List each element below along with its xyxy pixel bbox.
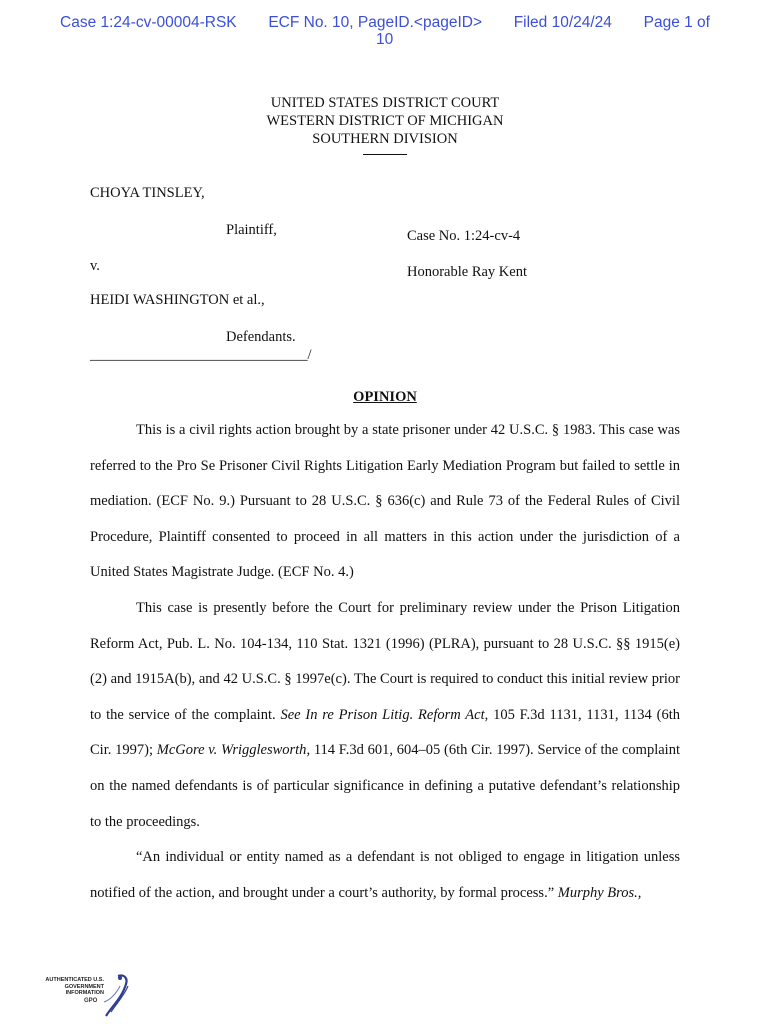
stamp-page-total: 10 [376,31,394,48]
opinion-body [90,413,680,911]
citation-prison-litig: See In re Prison Litig. Reform Act [280,706,485,723]
stamp-filed-date: Filed 10/24/24 [513,14,612,31]
versus: v. [90,258,100,274]
defendant-role: Defendants. [226,329,296,345]
judge-name: Honorable Ray Kent [407,264,527,280]
defendant-name: HEIDI WASHINGTON et al., [90,292,265,308]
paragraph-3: “An individual or entity named as a defendant is not obliged to engage in litigation unless notified of the action, and brought under a court’s authority, by formal process.” Murphy Bros., [90,849,680,901]
stamp-page-count: Page 1 of [643,14,710,31]
gpo-authentication-seal [44,972,134,1018]
stamp-case-number: Case 1:24-cv-00004-RSK [60,14,237,31]
court-name: UNITED STATES DISTRICT COURT [270,95,500,111]
plaintiff-name: CHOYA TINSLEY, [90,185,205,201]
stamp-ecf-pageid: ECF No. 10, PageID.<pageID> [268,14,482,31]
header-rule [363,154,407,155]
opinion-heading: OPINION [353,389,417,405]
paragraph-2: This case is presently before the Court for preliminary review under the Prison Litigation Reform Act, Pub. L. No. 104-134, 110 Stat. 1321 (1996) (PLRA), pursuant to 28 U.S.C. §§ 1915(e)(2) and 1915A(b), and 42 U.S.C. § 1997e(c). The Court is required to conduct this initial review prior to the service of the complaint. See In re Prison Litig. Reform Act, 105 F.3d 1131, 1131, 1134 (6th Cir. 1997); McGore v. Wrigglesworth, 114 F.3d 601, 604–05 (6th Cir. 1997). Service of the complaint on the named defendants is of particular significance in defining a putative defendant’s relationship to the proceedings. [90,599,680,830]
paragraph-1: This is a civil rights action brought by a state prisoner under 42 U.S.C. § 1983. This case was referred to the Pro Se Prisoner Civil Rights Litigation Early Mediation Program but failed to settle in mediation. (ECF No. 9.) Pursuant to 28 U.S.C. § 636(c) and Rule 73 of the Federal Rules of Civil Procedure, Plaintiff consented to proceed in all matters in this action under the jurisdiction of a United States Magistrate Judge. (ECF No. 4.) [90,422,680,581]
case-number: Case No. 1:24-cv-4 [407,228,521,244]
gpo-seal-text: AUTHENTICATED U.S. GOVERNMENT INFORMATION [45,977,104,996]
court-header [0,94,770,155]
plaintiff-role: Plaintiff, [226,222,277,238]
court-division: SOUTHERN DIVISION [312,131,458,147]
citation-murphy-bros: Murphy Bros., [557,884,642,901]
caption-closing-line: ______________________________/ [90,347,312,363]
court-district: WESTERN DISTRICT OF MICHIGAN [266,113,504,129]
citation-mcgore: McGore v. Wrigglesworth [156,742,307,759]
filing-stamp [60,14,710,48]
gpo-mark: GPO [84,998,98,1004]
gpo-eagle-icon [102,972,132,1018]
